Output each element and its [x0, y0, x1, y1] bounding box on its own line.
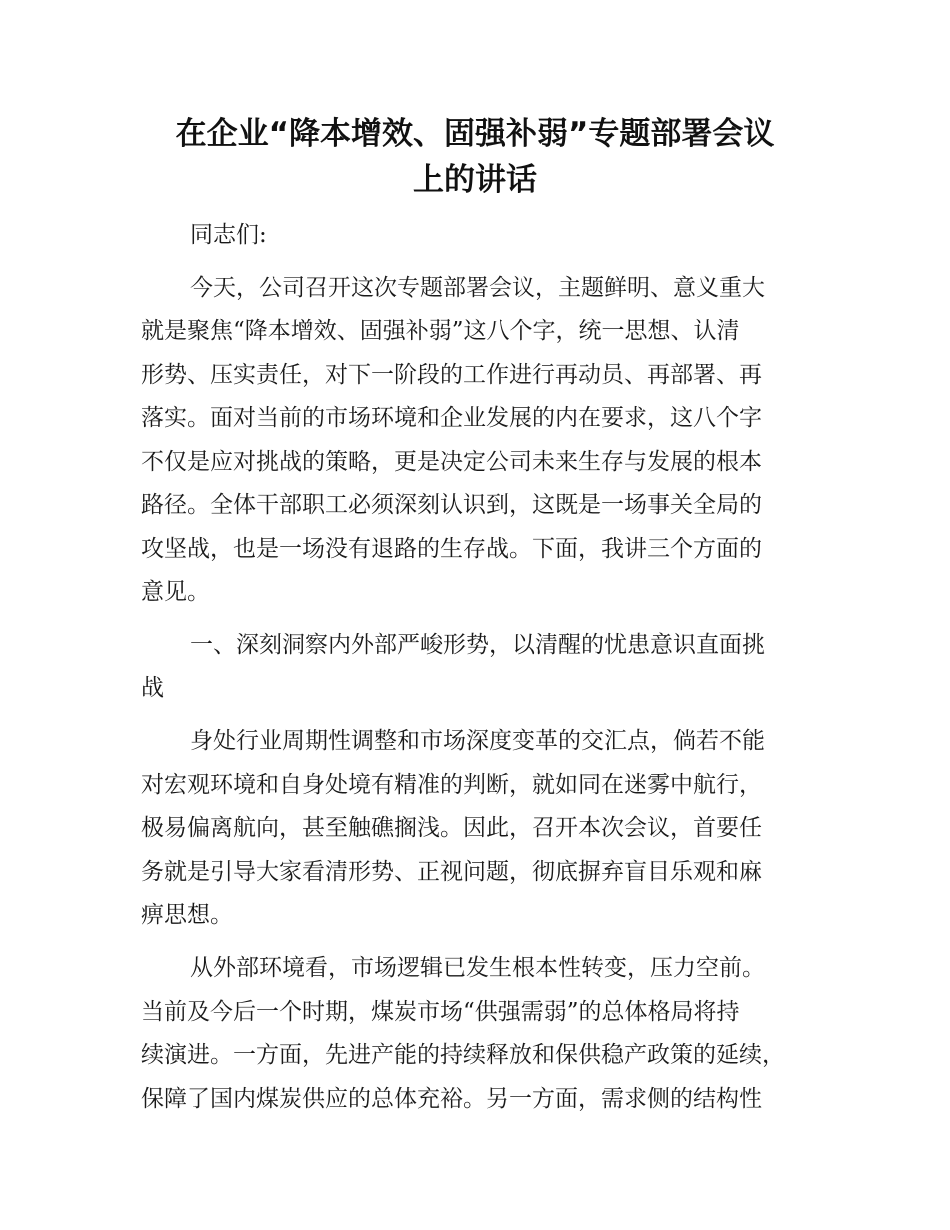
paragraph-1-line-3: 形势、压实责任，对下一阶段的工作进行再动员、再部署、再 [141, 362, 762, 388]
document-title-line-1: 在企业“降本增效、固强补弱”专题部署会议 [175, 116, 775, 152]
section-1-heading-line-1: 一、深刻洞察内外部严峻形势，以清醒的忧患意识直面挑 [190, 632, 765, 658]
section-1-heading-line-2: 战 [141, 675, 164, 701]
paragraph-1-line-2: 就是聚焦“降本增效、固强补弱”这八个字，统一思想、认清 [141, 318, 740, 344]
paragraph-3-line-4: 保障了国内煤炭供应的总体充裕。另一方面，需求侧的结构性 [141, 1086, 762, 1112]
document-title-line-2: 上的讲话 [413, 162, 537, 198]
paragraph-1-line-1: 今天，公司召开这次专题部署会议，主题鲜明、意义重大 [190, 275, 765, 301]
paragraph-2-line-4: 务就是引导大家看清形势、正视问题，彻底摒弃盲目乐观和麻 [141, 859, 762, 885]
paragraph-2-line-1: 身处行业周期性调整和市场深度变革的交汇点，倘若不能 [190, 728, 765, 754]
paragraph-2-line-5: 痹思想。 [141, 902, 233, 928]
paragraph-2-line-3: 极易偏离航向，甚至触礁搁浅。因此，召开本次会议，首要任 [141, 815, 762, 841]
paragraph-2-line-2: 对宏观环境和自身处境有精准的判断，就如同在迷雾中航行， [141, 772, 762, 798]
paragraph-1-line-4: 落实。面对当前的市场环境和企业发展的内在要求，这八个字 [141, 405, 762, 431]
paragraph-1-line-6: 路径。全体干部职工必须深刻认识到，这既是一场事关全局的 [141, 492, 762, 518]
paragraph-3-line-2: 当前及今后一个时期，煤炭市场“供强需弱”的总体格局将持 [141, 999, 740, 1025]
salutation: 同志们: [190, 222, 267, 248]
paragraph-1-line-8: 意见。 [141, 579, 210, 605]
paragraph-1-line-5: 不仅是应对挑战的策略，更是决定公司未来生存与发展的根本 [141, 449, 762, 475]
paragraph-1-line-7: 攻坚战，也是一场没有退路的生存战。下面，我讲三个方面的 [141, 536, 762, 562]
paragraph-3-line-3: 续演进。一方面，先进产能的持续释放和保供稳产政策的延续， [141, 1042, 785, 1068]
paragraph-3-line-1: 从外部环境看，市场逻辑已发生根本性转变，压力空前。 [190, 955, 765, 981]
